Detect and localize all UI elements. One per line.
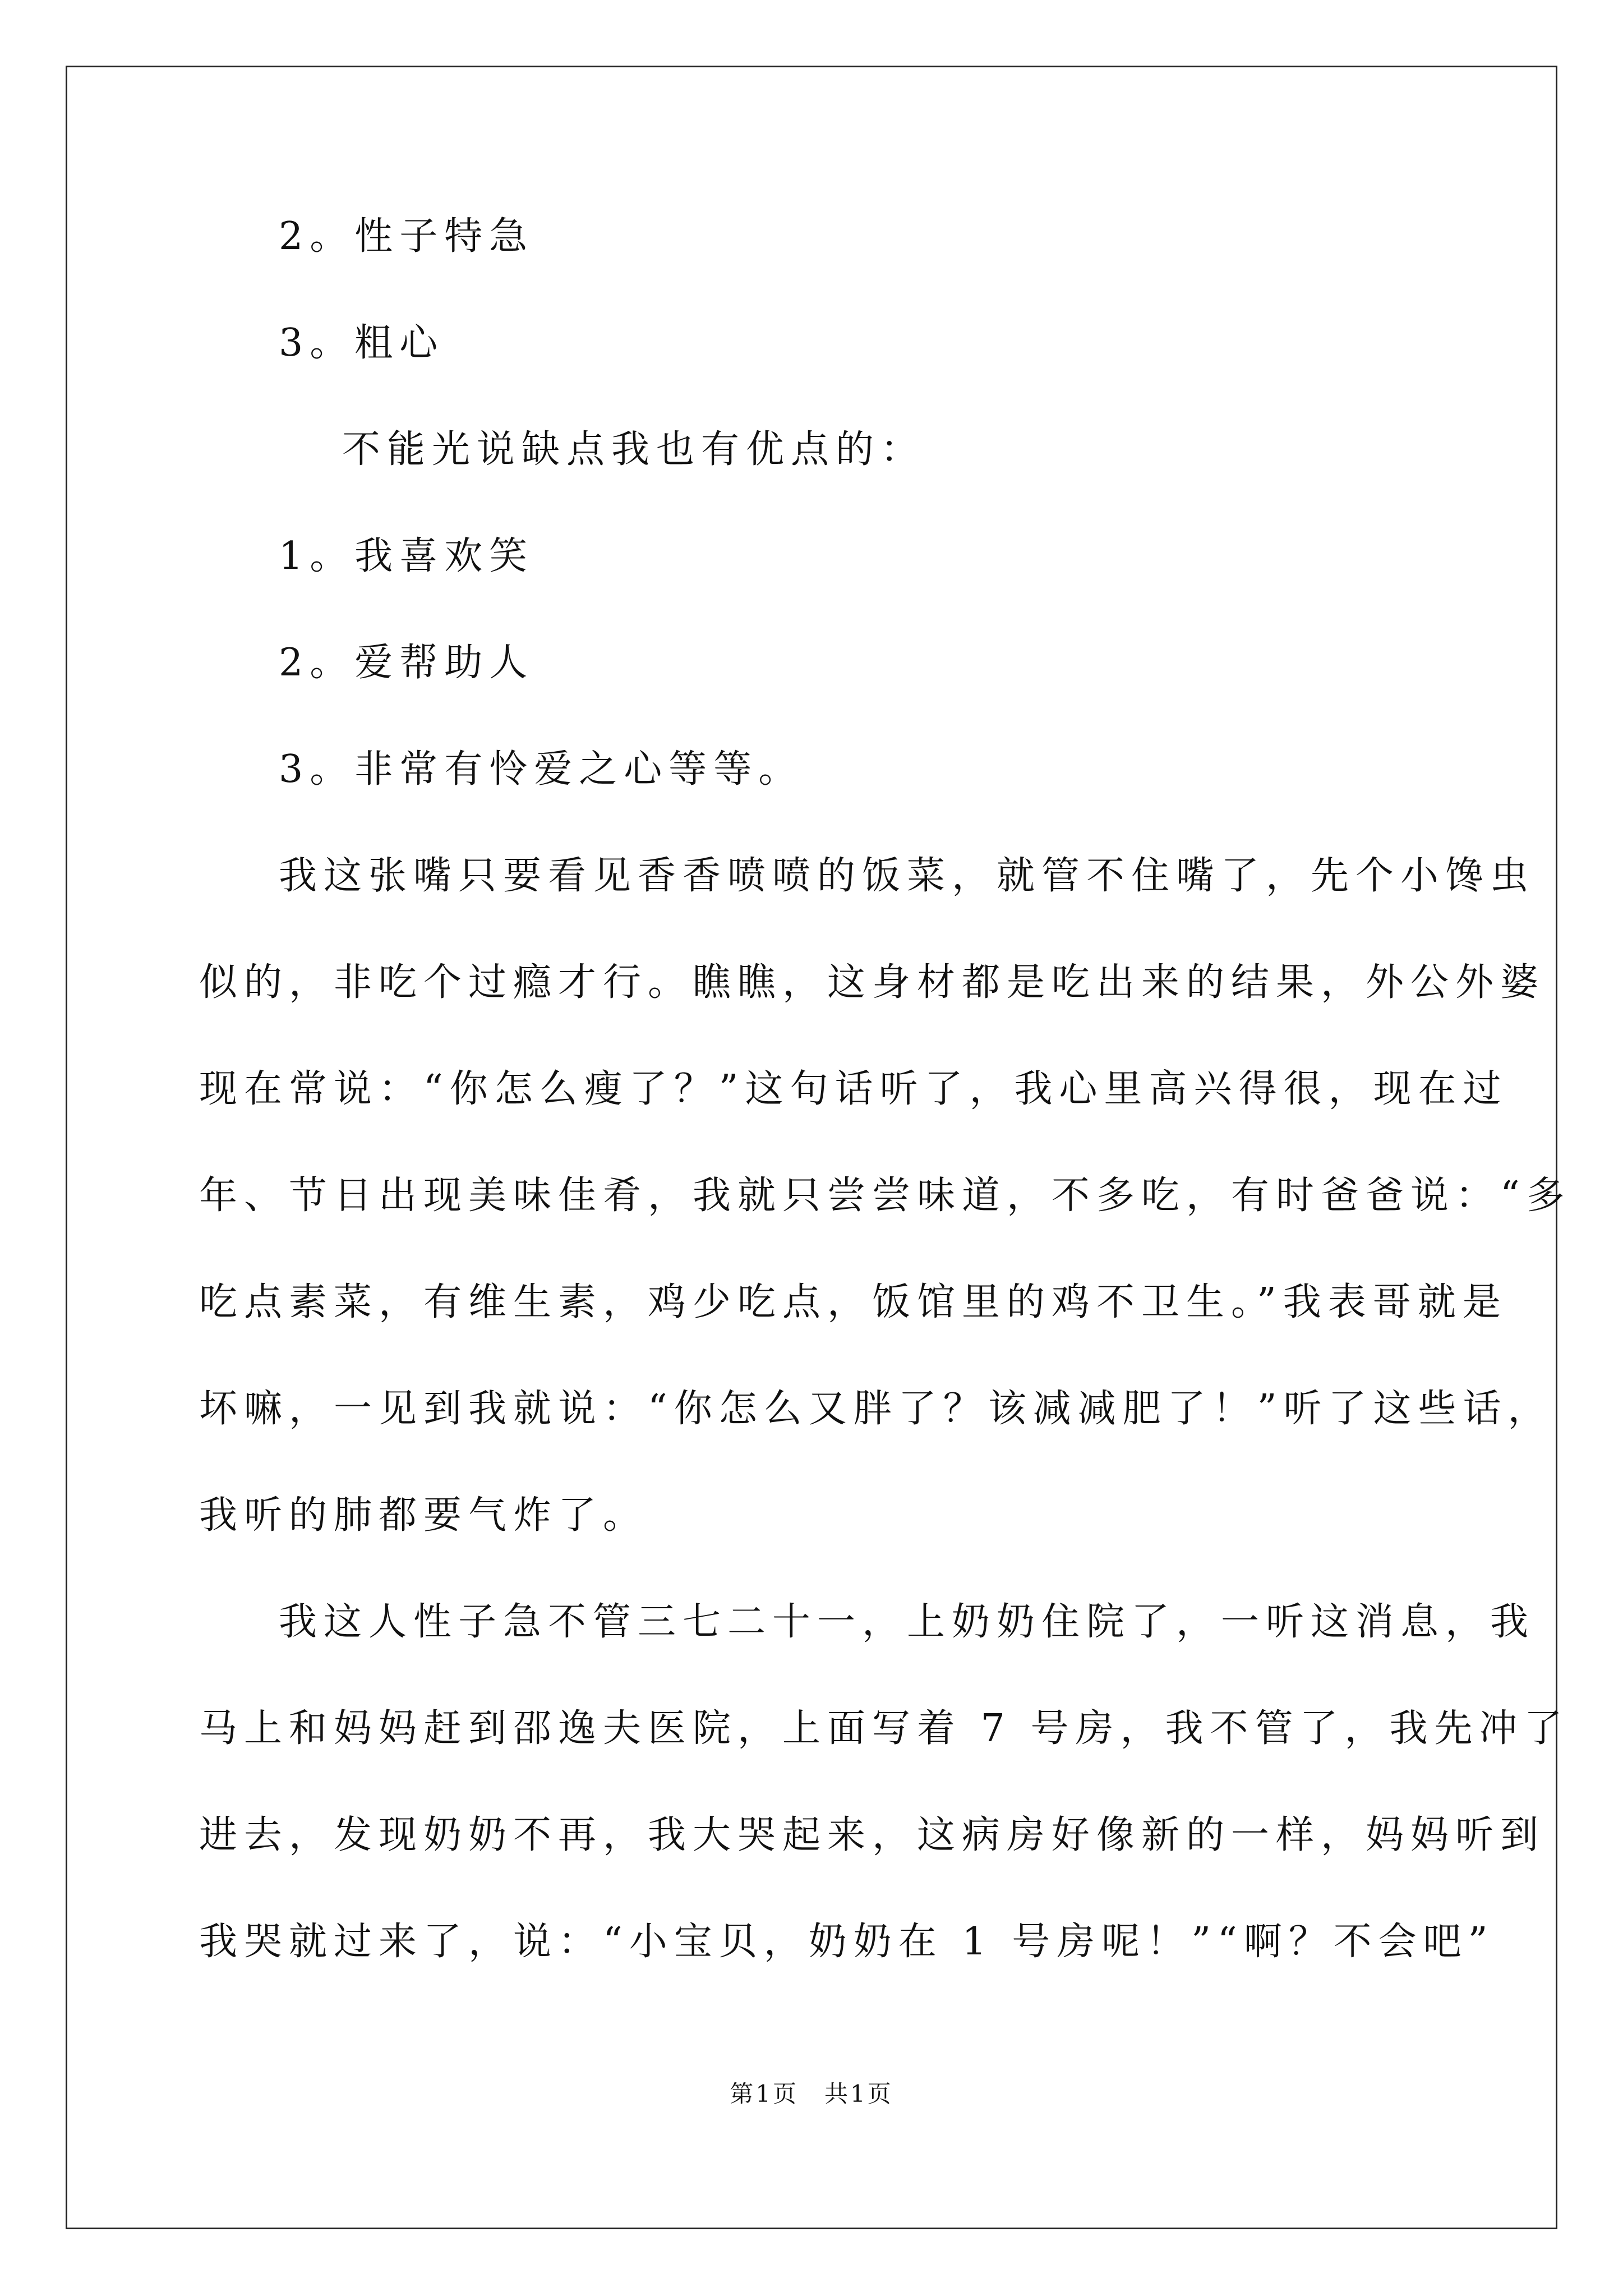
paragraph-line: 现在常说：“你怎么瘦了？”这句话听了，我心里高兴得很，现在过 [199, 1067, 1508, 1111]
paragraph-line: 我这张嘴只要看见香香喷喷的饭菜，就管不住嘴了，先个小馋虫 [279, 854, 1536, 898]
paragraph-line: 年、节日出现美味佳肴，我就只尝尝味道，不多吃，有时爸爸说：“多 [199, 1174, 1571, 1218]
short-list [199, 213, 1441, 793]
list-item: 2。性子特急 [279, 214, 534, 259]
paragraph-line: 我听的肺都要气炸了。 [199, 1493, 648, 1538]
list-intro: 不能光说缺点我也有优点的： [342, 427, 926, 472]
list-item: 3。非常有怜爱之心等等。 [279, 747, 804, 792]
paragraph-hospital [199, 1599, 1569, 1966]
paragraph-line: 我这人性子急不管三七二十一，上奶奶住院了，一听这消息，我 [279, 1600, 1536, 1644]
paragraph-line: 坏嘛，一见到我就说：“你怎么又胖了？该减减肥了！”听了这些话， [199, 1387, 1553, 1431]
paragraph-line: 进去，发现奶奶不再，我大哭起来，这病房好像新的一样，妈妈听到 [199, 1813, 1546, 1857]
paragraph-line: 吃点素菜，有维生素，鸡少吃点，饭馆里的鸡不卫生。”我表哥就是 [199, 1280, 1507, 1324]
paragraph-line: 似的，非吃个过瘾才行。瞧瞧，这身材都是吃出来的结果，外公外婆 [199, 960, 1546, 1005]
paragraph-eating [199, 853, 1571, 1539]
list-item: 3。粗心 [279, 321, 445, 365]
paragraph-line: 马上和妈妈赶到邵逸夫医院，上面写着 7 号房，我不管了，我先冲了 [199, 1706, 1569, 1751]
page-number: 第1页 共1页 [730, 2080, 893, 2108]
document-body [199, 213, 1571, 2025]
list-item: 1。我喜欢笑 [279, 534, 534, 578]
list-item: 2。爱帮助人 [279, 641, 534, 685]
paragraph-line: 我哭就过来了，说：“小宝贝，奶奶在 1 号房呢！”“啊？不会吧” [199, 1920, 1495, 1964]
